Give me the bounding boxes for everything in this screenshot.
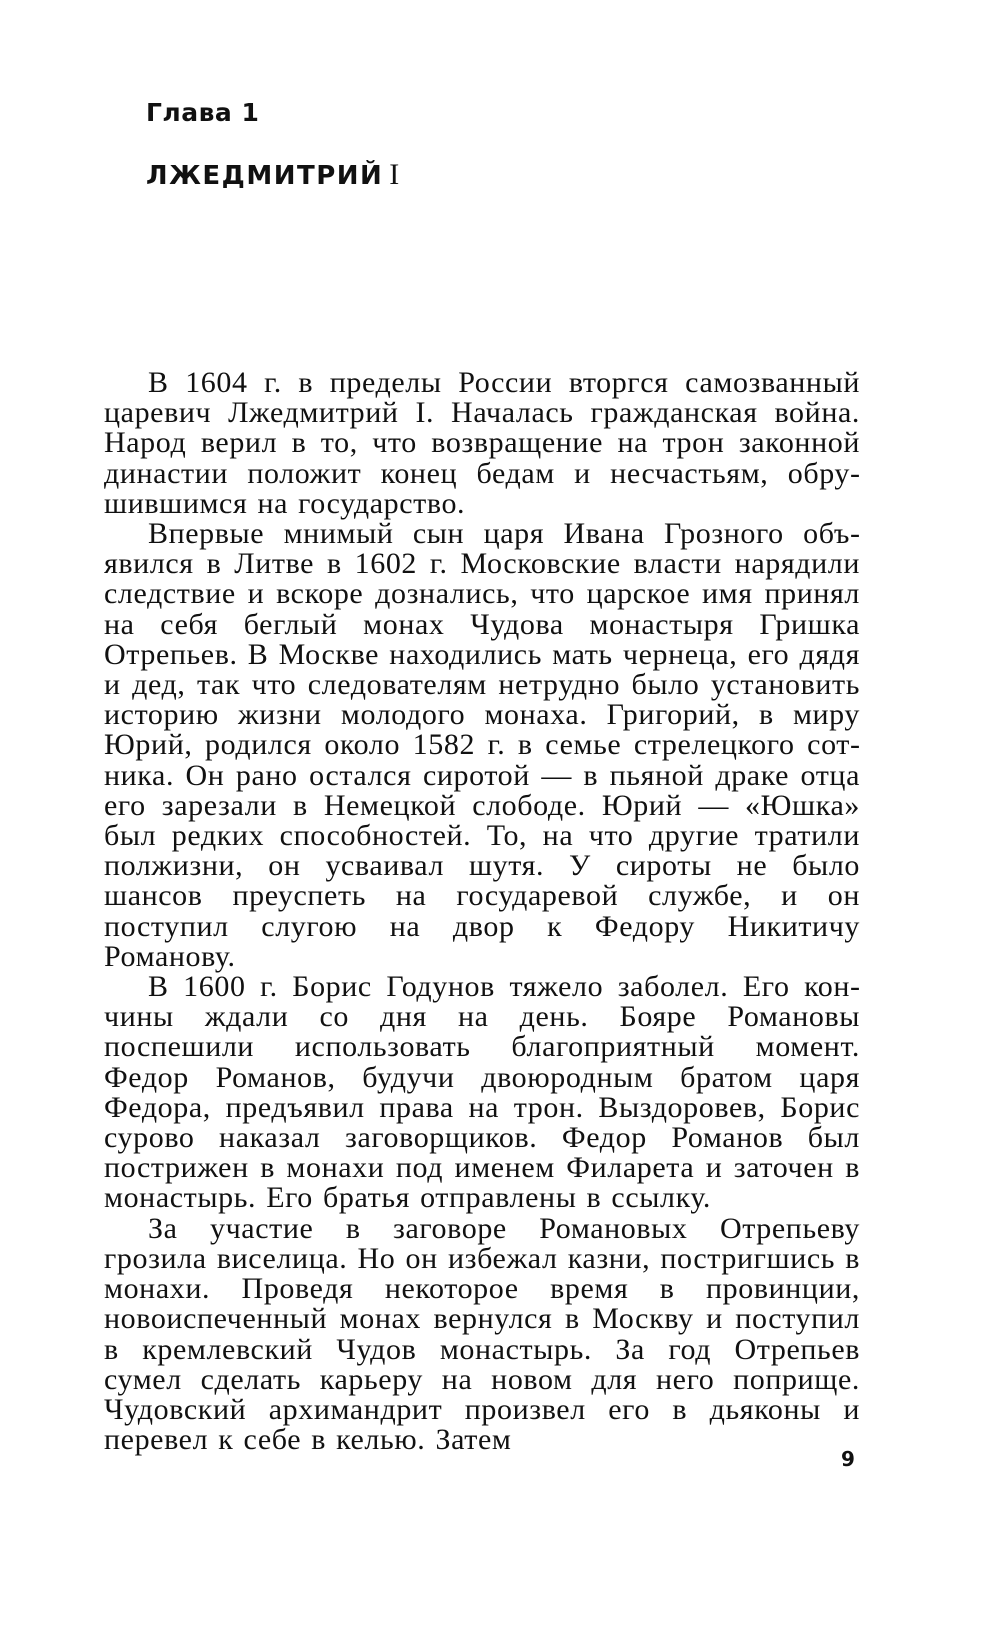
page-number: 9 xyxy=(841,1447,855,1471)
chapter-title xyxy=(146,158,401,192)
chapter-title-text: ЛЖЕДМИТРИЙ xyxy=(146,161,384,191)
paragraph-1: В 1604 г. в пределы России вторгся самозванный царевич Лжедмитрий I. Началась гражданская война. Народ верил в то, что возвращение на трон законной династии положит конец бедам и несчастьям, обрушившимся на государство. xyxy=(104,366,860,520)
paragraph-4: За участие в заговоре Романовых Отрепьеву грозила виселица. Но он избежал казни, постригшись в монахи. Проведя некоторое время в провинции, новоиспеченный монах вернулся в Москву и поступил в кремлевский Чудов монастырь. За год Отрепьев сумел сделать карьеру на новом для него поприще. Чудовский архимандрит произвел его в дьяконы и перевел к себе в келью. Затем xyxy=(104,1211,860,1457)
chapter-title-numeral: I xyxy=(389,158,401,191)
paragraph-3: В 1600 г. Борис Годунов тяжело заболел. Его кончины ждали со дня на день. Бояре Романовы поспешили использовать благоприятный момент. Федор Романов, будучи двоюродным братом царя Федора, предъявил права на трон. Выздоровев, Борис сурово наказал заговорщиков. Федор Романов был пострижен в монахи под именем Филарета и заточен в монастырь. Его братья отправлены в ссылку. xyxy=(104,970,860,1215)
body-text xyxy=(104,368,860,1455)
paragraph-2: Впервые мнимый сын царя Ивана Грозного объявился в Литве в 1602 г. Московские власти нарядили следствие и вскоре дознались, что царское имя принял на себя беглый монах Чудова монастыря Гришка Отрепьев. В Москве находились мать чернеца, его дядя и дед, так что следователям нетрудно было установить историю жизни молодого монаха. Григорий, в миру Юрий, родился около 1582 г. в семье стрелецкого сотника. Он рано остался сиротой — в пьяной драке отца его зарезали в Немецкой слободе. Юрий — «Юшка» был редких способностей. То, на что другие тратили полжизни, он усваивал шутя. У сироты не было шансов преуспеть на государевой службе, и он поступил слугою на двор к Федору Никитичу Романову. xyxy=(104,517,860,973)
chapter-label: Глава 1 xyxy=(146,98,260,127)
